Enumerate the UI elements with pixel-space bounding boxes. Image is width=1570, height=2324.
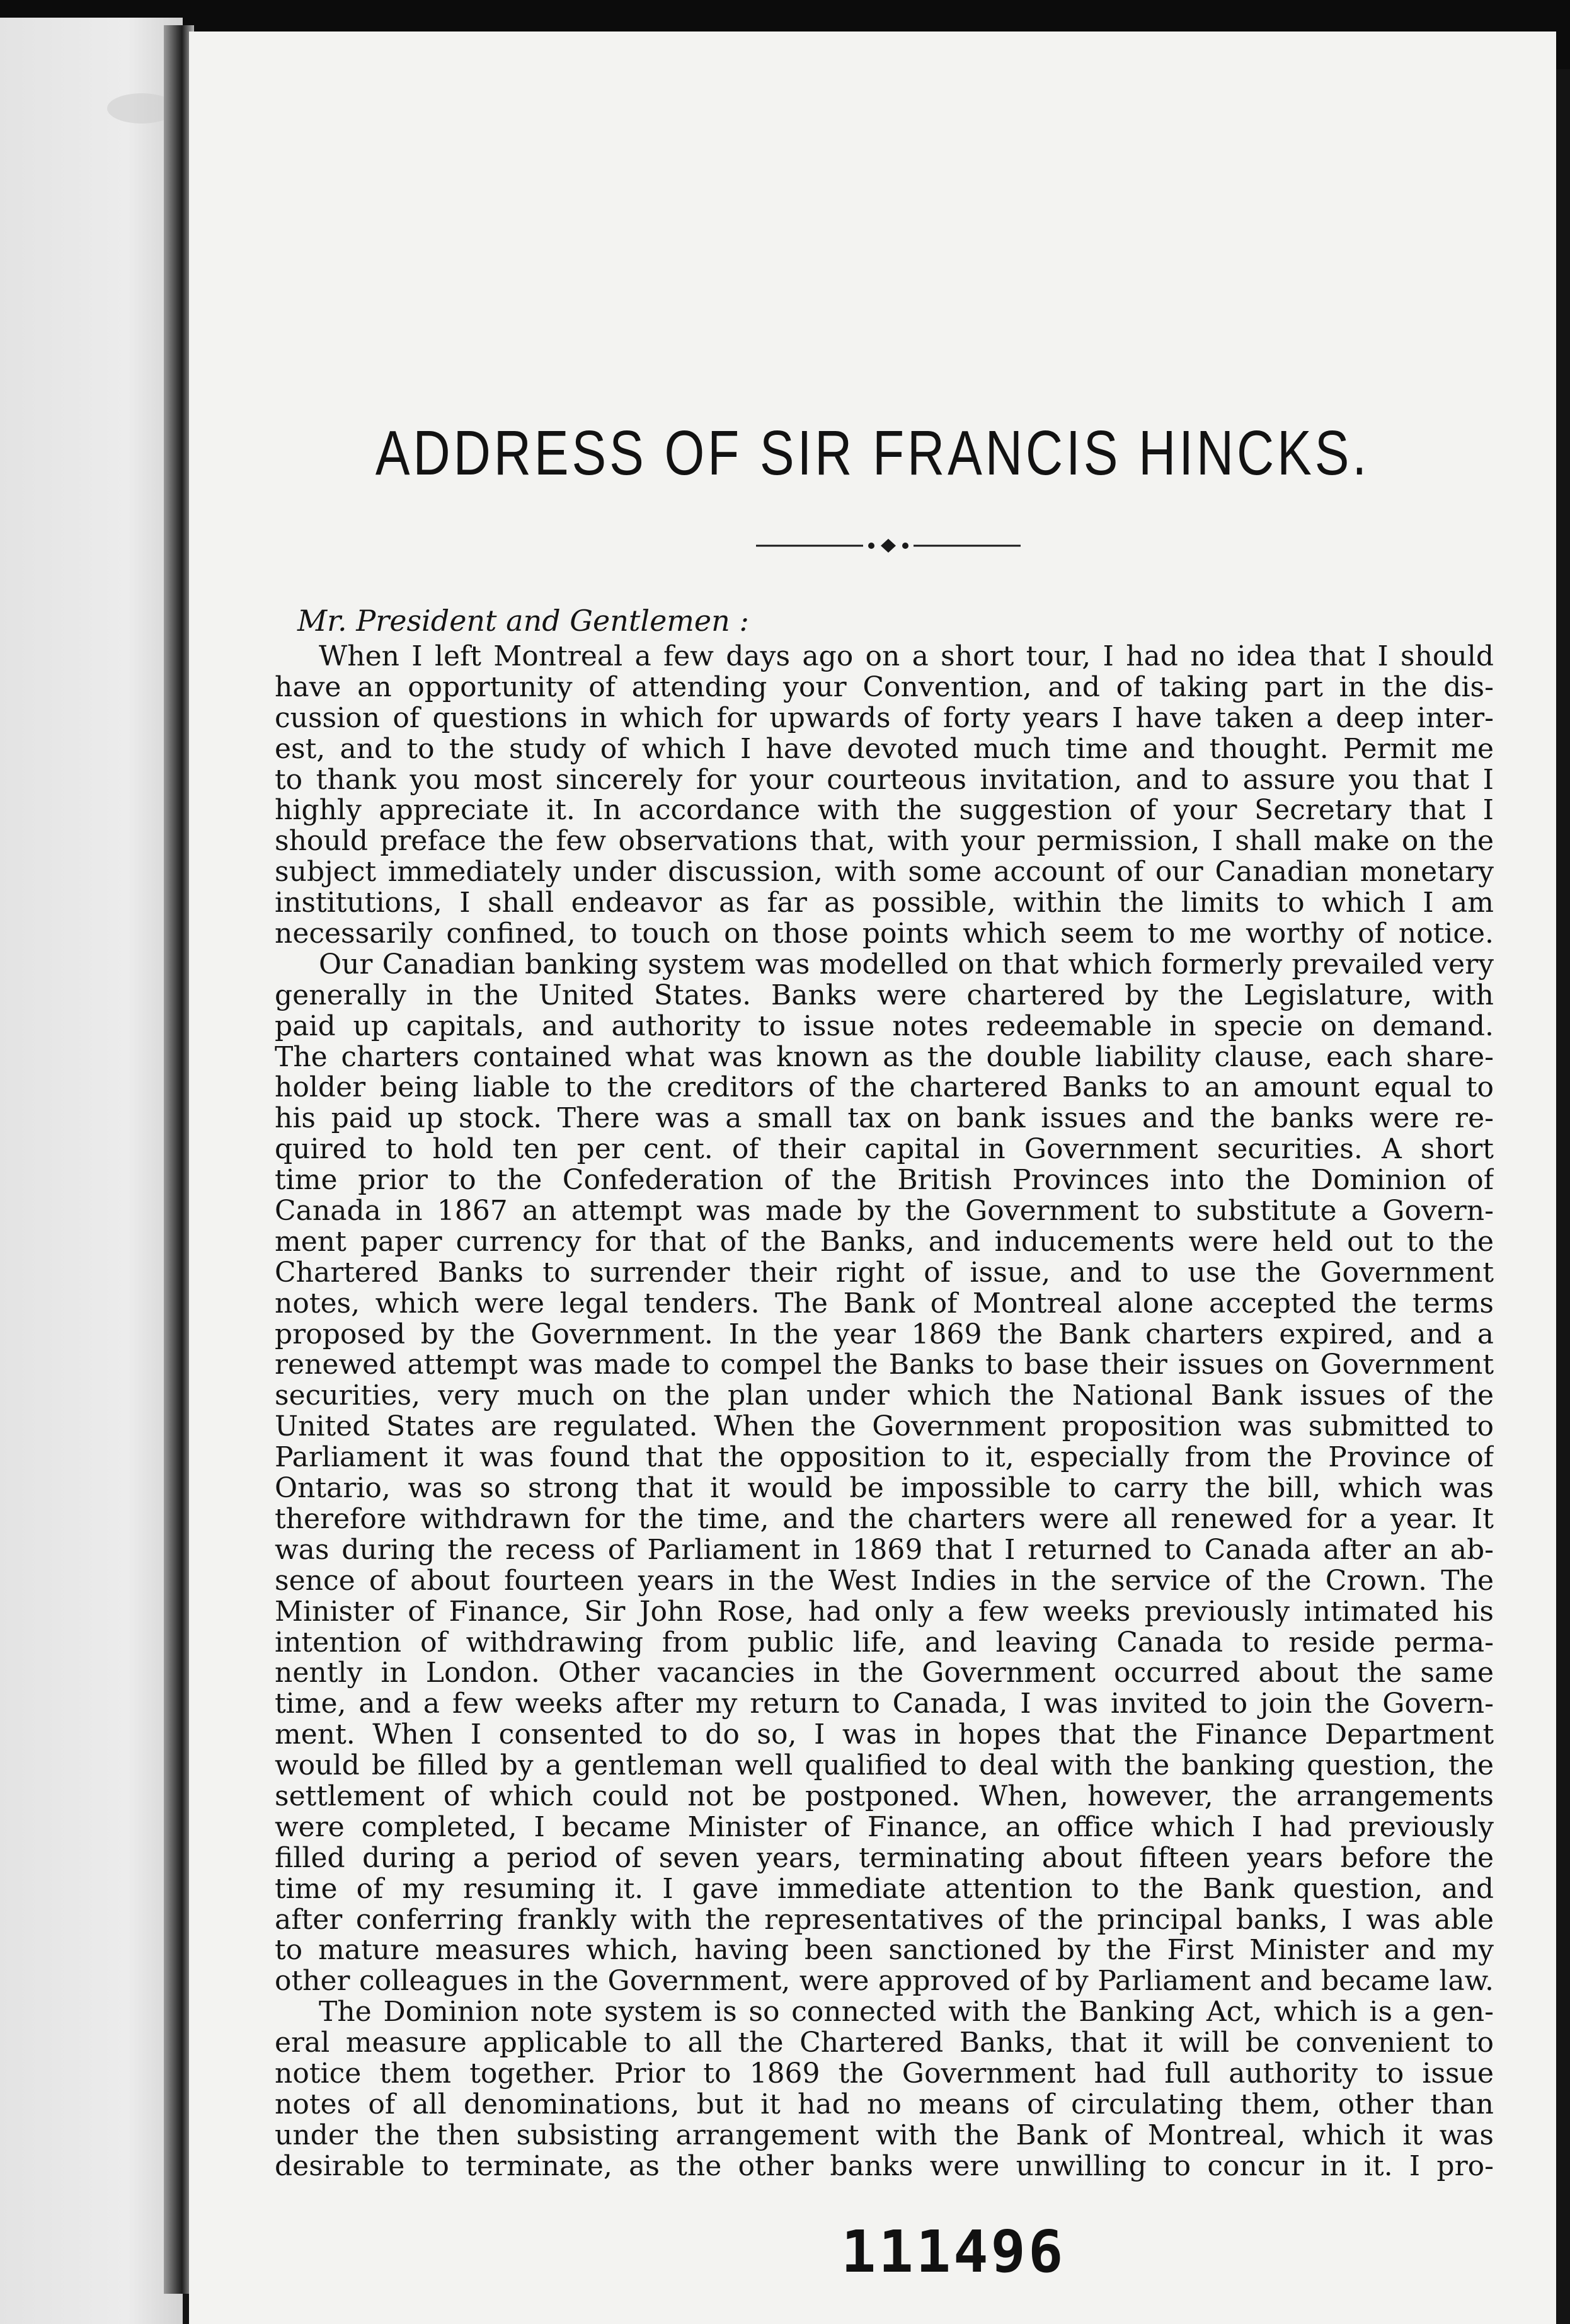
text-line: generally in the United States. Banks were chartered by the Legislature, with <box>275 980 1494 1011</box>
text-line: renewed attempt was made to compel the Banks to base their issues on Government <box>275 1350 1494 1381</box>
text-line: after conferring frankly with the representatives of the principal banks, I was able <box>275 1904 1494 1936</box>
page-title: ADDRESS OF SIR FRANCIS HINCKS. <box>375 418 1370 488</box>
text-line: quired to hold ten per cent. of their capital in Government securities. A short <box>275 1134 1494 1166</box>
text-line: Minister of Finance, Sir John Rose, had only a few weeks previously intimated his <box>275 1596 1494 1628</box>
text-line: ment. When I consented to do so, I was in hopes that the Finance Department <box>275 1720 1494 1751</box>
text-line: United States are regulated. When the Government proposition was submitted to <box>275 1412 1494 1443</box>
text-line: notes, which were legal tenders. The Bank of Montreal alone accepted the terms <box>275 1288 1494 1320</box>
text-line: eral measure applicable to all the Chartered Banks, that it will be convenient to <box>275 2028 1494 2059</box>
catalog-stamp-number: 111496 <box>841 2218 1066 2286</box>
text-line: time of my resuming it. I gave immediate attention to the Bank question, and <box>275 1873 1494 1905</box>
text-line: subject immediately under discussion, with some account of our Canadian monetary <box>275 857 1494 889</box>
text-line: Ontario, was so strong that it would be impossible to carry the bill, which was <box>275 1473 1494 1504</box>
text-line: sence of about fourteen years in the West Indies in the service of the Crown. The <box>275 1565 1494 1597</box>
facing-blank-page <box>0 18 183 2324</box>
text-line: should preface the few observations that, with your permission, I shall make on the <box>275 826 1494 858</box>
text-line: institutions, I shall endeavor as far as possible, within the limits to which I am <box>275 888 1494 919</box>
text-line: highly appreciate it. In accordance with the suggestion of your Secretary that I <box>275 795 1494 827</box>
text-line: Our Canadian banking system was modelled on that which formerly prevailed very <box>319 949 1494 981</box>
text-line: to mature measures which, having been sanctioned by the First Minister and my <box>275 1935 1494 1967</box>
text-line: cussion of questions in which for upwards of forty years I have taken a deep inter- <box>275 703 1494 734</box>
salutation: Mr. President and Gentlemen : <box>297 604 749 638</box>
text-line: paid up capitals, and authority to issue notes redeemable in specie on demand. <box>275 1011 1494 1042</box>
text-line: Parliament it was found that the opposition to it, especially from the Province of <box>275 1442 1494 1474</box>
text-line: nently in London. Other vacancies in the Government occurred about the same <box>275 1658 1494 1689</box>
text-line: under the then subsisting arrangement with the Bank of Montreal, which it was <box>275 2120 1494 2151</box>
text-line: to thank you most sincerely for your courteous invitation, and to assure you that I <box>275 764 1494 796</box>
text-line: were completed, I became Minister of Finance, an office which I had previously <box>275 1812 1494 1843</box>
text-line: Chartered Banks to surrender their right of issue, and to use the Government <box>275 1257 1494 1289</box>
text-line: notes of all denominations, but it had no means of circulating them, other than <box>275 2089 1494 2120</box>
text-line: would be filled by a gentleman well qualified to deal with the banking question, the <box>275 1751 1494 1781</box>
text-line: securities, very much on the plan under which the National Bank issues of the <box>275 1381 1494 1412</box>
text-line: necessarily confined, to touch on those points which seem to me worthy of notice. <box>275 919 1494 950</box>
text-line: The Dominion note system is so connected with the Banking Act, which is a gen- <box>319 1997 1494 2028</box>
text-line: other colleagues in the Government, were approved of by Parliament and became law. <box>275 1966 1494 1998</box>
title-ornament-divider <box>756 533 1021 558</box>
text-line: notice them together. Prior to 1869 the Government had full authority to issue <box>275 2058 1494 2090</box>
text-line: ment paper currency for that of the Banks, and inducements were held out to the <box>275 1226 1494 1258</box>
text-line: Canada in 1867 an attempt was made by the Government to substitute a Govern- <box>275 1196 1494 1227</box>
text-line: settlement of which could not be postponed. When, however, the arrangements <box>275 1781 1494 1812</box>
document-page <box>189 32 1556 2324</box>
text-line: time, and a few weeks after my return to Canada, I was invited to join the Govern- <box>275 1689 1494 1720</box>
text-line: filled during a period of seven years, terminating about fifteen years before the <box>275 1843 1494 1874</box>
text-line: The charters contained what was known as the double liability clause, each share- <box>275 1042 1494 1073</box>
text-line: proposed by the Government. In the year 1869 the Bank charters expired, and a <box>275 1319 1494 1350</box>
text-line: holder being liable to the creditors of the chartered Banks to an amount equal to <box>275 1073 1494 1104</box>
text-line: have an opportunity of attending your Convention, and of taking part in the dis- <box>275 672 1494 703</box>
text-line: time prior to the Confederation of the British Provinces into the Dominion of <box>275 1165 1494 1197</box>
text-line: his paid up stock. There was a small tax on bank issues and the banks were re- <box>275 1103 1494 1135</box>
text-line: was during the recess of Parliament in 1869 that I returned to Canada after an ab- <box>275 1534 1494 1566</box>
text-line: therefore withdrawn for the time, and the charters were all renewed for a year. It <box>275 1504 1494 1535</box>
text-line: desirable to terminate, as the other banks were unwilling to concur in it. I pro- <box>275 2151 1494 2182</box>
text-line: intention of withdrawing from public life, and leaving Canada to reside perma- <box>275 1627 1494 1659</box>
text-line: est, and to the study of which I have devoted much time and thought. Permit me <box>275 733 1494 765</box>
body-text <box>275 641 1494 2182</box>
text-line: When I left Montreal a few days ago on a short tour, I had no idea that I should <box>319 641 1494 672</box>
